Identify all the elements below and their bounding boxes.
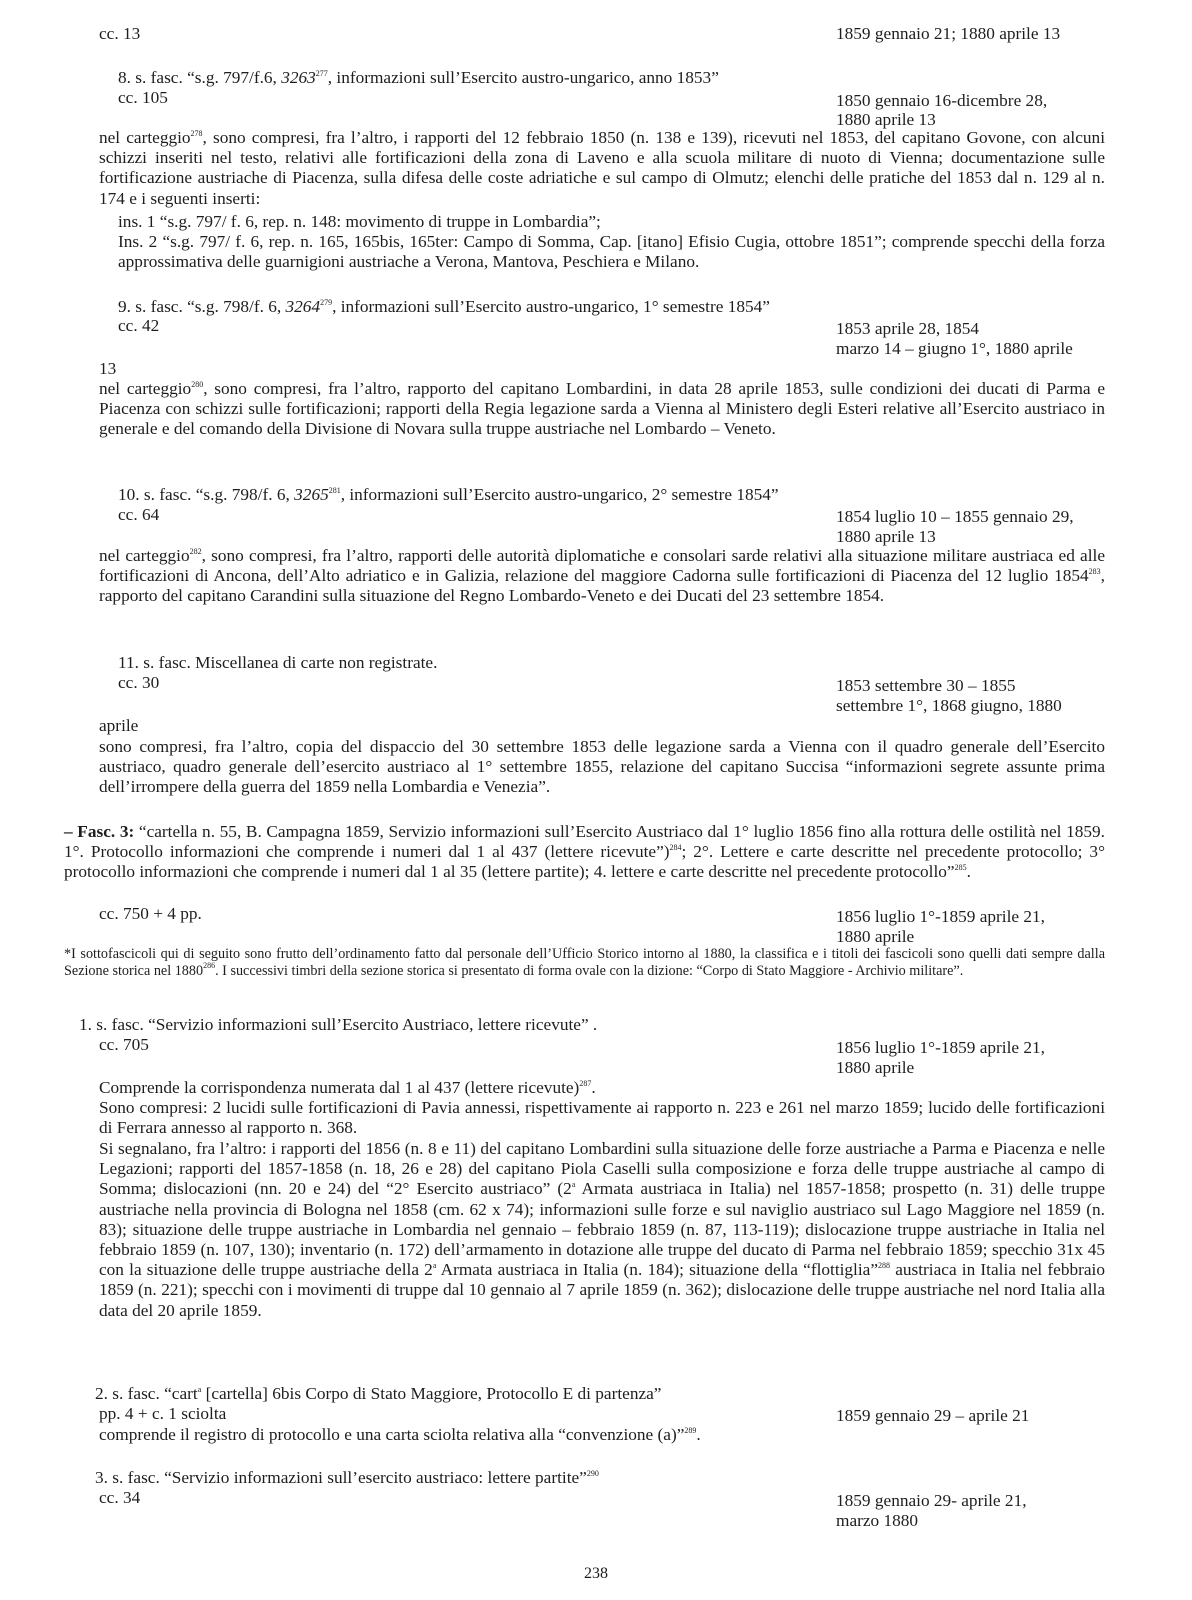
- item9-dates-1: 1853 aprile 28, 1854: [836, 319, 980, 338]
- page-number: 238: [584, 1565, 608, 1582]
- item10-body: nel carteggio$^{282}$, sono compresi, fra l’altro, rapporti delle autorità diplomatiche e consolari sarde relativi alla situazione militare austriaca ed alle fortificazioni di Ancona, dell’Alto adriatico e in Galizia, relazione del maggiore Cadorna sulle fortificazioni di Piacenza del 12 luglio 1854$^{283}$, rapporto del capitano Carandini sulla situazione del Regno Lombardo-Veneto e dei Ducati del 23 settembre 1854.: [99, 546, 1105, 606]
- item8-inserto-2: Ins. 2 “s.g. 797/ f. 6, rep. n. 165, 165bis, 165ter: Campo di Somma, Cap. [itano] Efisio Cugia, ottobre 1851”; comprende specchi della forza approssimativa delle guarnigioni austriache a Verona, Mantova, Peschiera e Milano.: [118, 232, 1105, 272]
- fasc3-dates-2: 1880 aprile: [836, 927, 915, 946]
- item11-title: 11. s. fasc. Miscellanea di carte non registrate.: [118, 653, 438, 672]
- note-sottofascicoli: *I sottofascicoli qui di seguito sono frutto dell’ordinamento fatto dal personale dell’Ufficio Storico intorno al 1880, la classifica e i titoli dei fascicoli sono quelli dati sempre dalla Sezione storica nel 1880$^{286}$. I successivi timbri della sezione storica si presentato di forma ovale con la dizione: “Corpo di Stato Maggiore - Archivio militare”.: [64, 946, 1105, 979]
- sub3-dates-1: 1859 gennaio 29- aprile 21,: [836, 1491, 1027, 1510]
- item8-title: 8. s. fasc. “s.g. 797/f.6, 3263$^{277}$, informazioni sull’Esercito austro-ungarico, anno 1853”: [118, 68, 719, 87]
- item10-cc: cc. 64: [118, 505, 160, 524]
- item11-body: sono compresi, fra l’altro, copia del dispaccio del 30 settembre 1853 delle legazione sarda a Vienna con il quadro generale dell’Esercito austriaco, quadro generale dell’esercito austriaco al 1° settembre 1855, relazione del capitano Succisa “informazioni segrete assunte prima dell’irrompere della guerra del 1859 nella Lombardia e Venezia”.: [99, 737, 1105, 797]
- fasc3-dates-1: 1856 luglio 1°-1859 aprile 21,: [836, 907, 1045, 926]
- intro-dates: 1859 gennaio 21; 1880 aprile 13: [836, 24, 1061, 43]
- sub1-dates-1: 1856 luglio 1°-1859 aprile 21,: [836, 1038, 1045, 1057]
- sub1-title: 1. s. fasc. “Servizio informazioni sull’Esercito Austriaco, lettere ricevute” .: [79, 1015, 598, 1034]
- sub2-dates: 1859 gennaio 29 – aprile 21: [836, 1406, 1030, 1425]
- item9-cc: cc. 42: [118, 316, 160, 335]
- sub3-dates-2: marzo 1880: [836, 1511, 919, 1530]
- item8-dates-1: 1850 gennaio 16-dicembre 28,: [836, 91, 1048, 110]
- item11-dates-2: settembre 1°, 1868 giugno, 1880: [836, 696, 1062, 715]
- sub2-body: comprende il registro di protocollo e una carta sciolta relativa alla “convenzione (a)”$^{289}$.: [99, 1425, 701, 1444]
- item9-dates-2: marzo 14 – giugno 1°, 1880 aprile: [836, 339, 1073, 358]
- item11-cc: cc. 30: [118, 673, 160, 692]
- item9-dates-3: 13: [99, 359, 117, 378]
- item10-dates-1: 1854 luglio 10 – 1855 gennaio 29,: [836, 507, 1074, 526]
- fasc3-label: – Fasc. 3:: [64, 822, 135, 841]
- item9-body: nel carteggio$^{280}$, sono compresi, fra l’altro, rapporto del capitano Lombardini, in data 28 aprile 1853, sulle condizioni dei ducati di Parma e Piacenza con schizzi sulle fortificazioni; rapporti della Regia legazione sarda a Vienna al Ministero degli Esteri relative all’Esercito austriaco in generale e del comando della Divisione di Novara sulla truppe austriache nel Lombardo – Veneto.: [99, 379, 1105, 439]
- item8-inserto-1: ins. 1 “s.g. 797/ f. 6, rep. n. 148: movimento di truppe in Lombardia”;: [118, 212, 601, 231]
- fasc3-description: – Fasc. 3: “cartella n. 55, B. Campagna 1859, Servizio informazioni sull’Esercito Austriaco dal 1° luglio 1856 fino alla rottura delle ostilità nel 1859. 1°. Protocollo informazioni che comprende i numeri dal 1 al 437 (lettere ricevute”)$^{284}$; 2°. Lettere e carte descritte nel precedente protocollo; 3° protocollo informazioni che comprende i numeri dal 1 al 35 (lettere partite); 4. lettere e carte descritte nel precedente protocollo”$^{285}$.: [64, 822, 1105, 882]
- item9-title: 9. s. fasc. “s.g. 798/f. 6, 3264$^{279}$, informazioni sull’Esercito austro-ungarico, 1° semestre 1854”: [118, 297, 770, 316]
- sub2-title: 2. s. fasc. “cart$^a$ [cartella] 6bis Corpo di Stato Maggiore, Protocollo E di partenza”: [95, 1384, 662, 1403]
- sub1-paragraph-2: Sono compresi: 2 lucidi sulle fortificazioni di Pavia annessi, rispettivamente ai rapporto n. 223 e 261 nel marzo 1859; lucido delle fortificazioni di Ferrara annesso al rapporto n. 368.: [99, 1098, 1105, 1138]
- item10-dates-2: 1880 aprile 13: [836, 527, 936, 546]
- item11-dates-1: 1853 settembre 30 – 1855: [836, 676, 1016, 695]
- sub1-cc: cc. 705: [99, 1035, 149, 1054]
- item8-cc: cc. 105: [118, 88, 168, 107]
- item8-dates-2: 1880 aprile 13: [836, 110, 936, 129]
- sub3-title: 3. s. fasc. “Servizio informazioni sull’esercito austriaco: lettere partite”$^{290}$: [95, 1468, 599, 1487]
- sub1-paragraph-1: Comprende la corrispondenza numerata dal 1 al 437 (lettere ricevute)$^{287}$.: [99, 1078, 596, 1097]
- item11-dates-3: aprile: [99, 716, 139, 735]
- sub2-cc: pp. 4 + c. 1 sciolta: [99, 1404, 227, 1423]
- item8-body: nel carteggio$^{278}$, sono compresi, fra l’altro, i rapporti del 12 febbraio 1850 (n. 138 e 139), ricevuti nel 1853, del capitano Govone, con alcuni schizzi inseriti nel testo, relativi alle fortificazioni della zona di Laveno e alla scuola militare di nuoto di Vienna; documentazione sulle fortificazione austriache di Piacenza, sulla difesa delle coste adriatiche e sul campo di Olmutz; elenchi delle pratiche del 1853 dal n. 129 al n. 174 e i seguenti inserti:: [99, 128, 1105, 208]
- fasc3-cc: cc. 750 + 4 pp.: [99, 904, 202, 923]
- item10-title: 10. s. fasc. “s.g. 798/f. 6, 3265$^{281}$, informazioni sull’Esercito austro-ungarico, 2° semestre 1854”: [118, 485, 779, 504]
- sub1-paragraph-3: Si segnalano, fra l’altro: i rapporti del 1856 (n. 8 e 11) del capitano Lombardini sulla situazione delle forze austriache a Parma e Piacenza e nelle Legazioni; rapporti del 1857-1858 (n. 18, 26 e 28) del capitano Piola Caselli sulla composizione e forza delle truppe austriache al campo di Somma; dislocazioni (nn. 20 e 24) del “2° Esercito austriaco” (2$^a$ Armata austriaca in Italia) nel 1857-1858; prospetto (n. 31) delle truppe austriache nella provincia di Bologna nel 1858 (cm. 62 x 74); informazioni sulle forze e sul naviglio austriaco sul Lago Maggiore nel 1859 (n. 83); situazione delle truppe austriache in Lombardia nel gennaio – febbraio 1859 (n. 87, 113-119); dislocazione truppe austriache in Italia nel febbraio 1859 (n. 107, 130); inventario (n. 172) dell’armamento in dotazione alle truppe del ducato di Parma nel febbraio 1859; specchio 31x 45 con la situazione delle truppe austriache della 2$^a$ Armata austriaca in Italia (n. 184); situazione della “flottiglia”$^{288}$ austriaca in Italia nel febbraio 1859 (n. 221); specchi con i movimenti di truppe dal 10 gennaio al 7 aprile 1859 (n. 362); dislocazione delle truppe austriache nel nord Italia alla data del 20 aprile 1859.: [99, 1139, 1105, 1320]
- intro-cc: cc. 13: [99, 24, 141, 43]
- sub3-cc: cc. 34: [99, 1488, 141, 1507]
- sub1-dates-2: 1880 aprile: [836, 1058, 915, 1077]
